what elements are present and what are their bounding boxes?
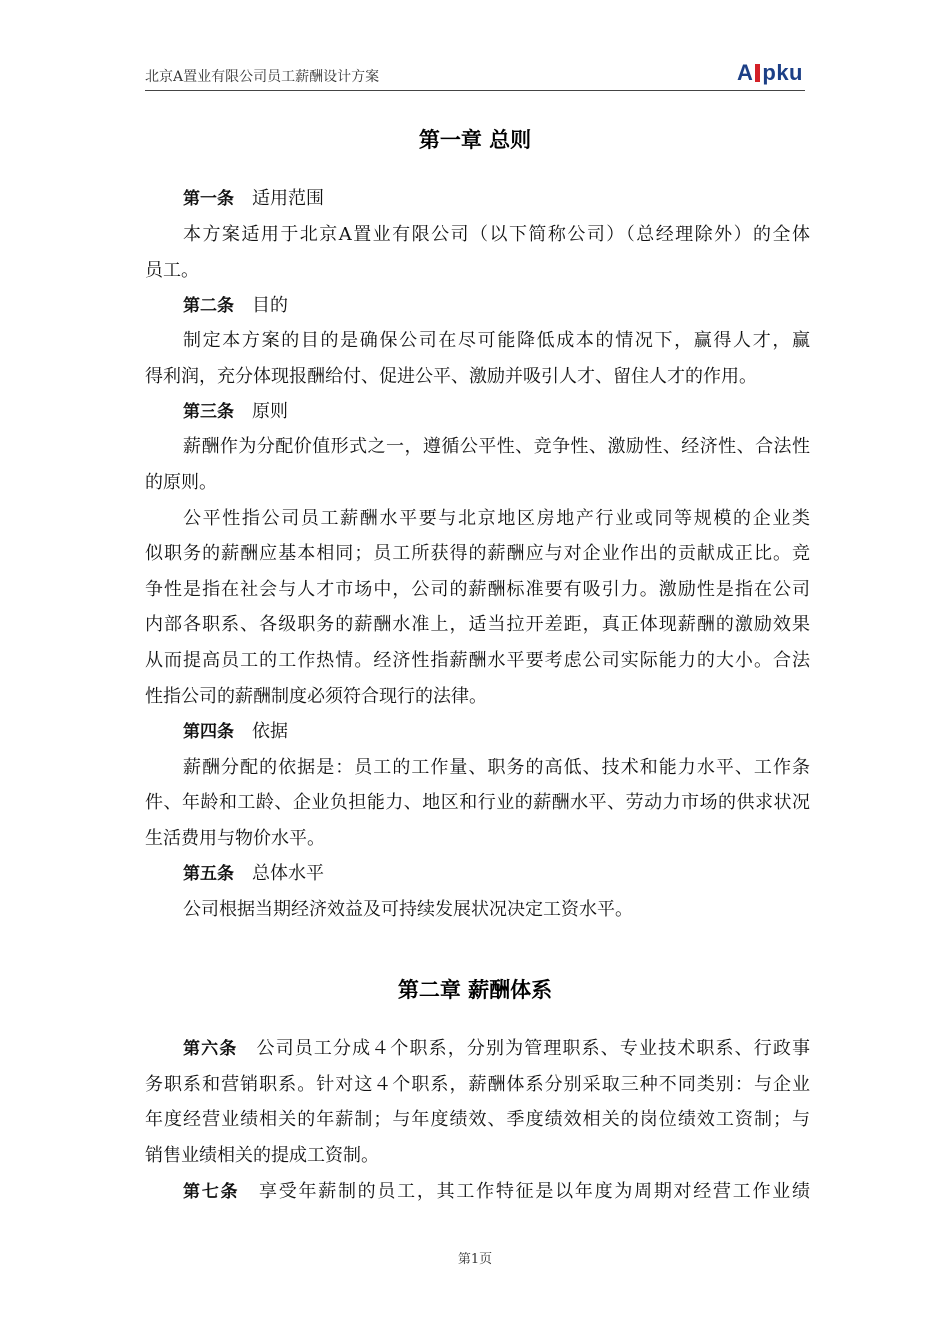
article-label: 第四条 — [183, 722, 234, 742]
article-3-heading — [183, 401, 848, 423]
article-text: 公司员工分成４个职系，分别为管理职系、专业技术职系、行政事 — [255, 1038, 810, 1059]
paragraph-line: 制定本方案的目的是确保公司在尽可能降低成本的情况下，赢得人才，赢 — [183, 330, 810, 351]
paragraph-line: 公司根据当期经济效益及可持续发展状况决定工资水平。 — [183, 899, 633, 920]
article-4-heading — [183, 721, 848, 743]
paragraph-line: 本方案适用于北京A置业有限公司（以下简称公司）（总经理除外）的全体 — [183, 224, 810, 245]
article-label: 第五条 — [183, 864, 234, 884]
document-title: 北京A置业有限公司员工薪酬设计方案 — [145, 69, 380, 85]
paragraph-line: 似职务的薪酬应基本相同；员工所获得的薪酬应与对企业作出的贡献成正比。竞 — [145, 543, 810, 564]
paragraph-line: 公平性指公司员工薪酬水平要与北京地区房地产行业或同等规模的企业类 — [183, 508, 810, 529]
article-5-heading — [183, 863, 848, 885]
paragraph-line: 员工。 — [145, 260, 199, 281]
article-label: 第二条 — [183, 296, 234, 316]
article-label: 第六条 — [183, 1039, 238, 1059]
page-number: 第1页 — [457, 1252, 493, 1267]
article-title: 适用范围 — [252, 188, 324, 209]
article-title: 依据 — [252, 721, 288, 742]
page-header — [145, 62, 805, 91]
paragraph-line: 薪酬分配的依据是：员工的工作量、职务的高低、技术和能力水平、工作条 — [183, 757, 810, 778]
article-2-heading — [183, 295, 848, 317]
company-logo — [737, 60, 803, 86]
article-text: 享受年薪制的员工，其工作特征是以年度为周期对经营工作业绩 — [257, 1181, 811, 1202]
chapter-1-title: 第一章 总则 — [418, 128, 532, 152]
article-title: 总体水平 — [252, 863, 324, 884]
article-6-heading — [183, 1038, 810, 1060]
paragraph-line: 的原则。 — [145, 472, 217, 493]
paragraph-line: 得利润，充分体现报酬给付、促进公平、激励并吸引人才、留住人才的作用。 — [145, 366, 757, 387]
article-7-heading — [183, 1181, 810, 1203]
article-label: 第一条 — [183, 189, 234, 209]
logo-text-b: pku — [762, 60, 803, 85]
chapter-2-title: 第二章 薪酬体系 — [397, 978, 553, 1002]
logo-text-a: A — [736, 60, 754, 85]
article-title: 原则 — [252, 401, 288, 422]
logo-mark-icon — [755, 64, 760, 82]
paragraph-line: 从而提高员工的工作热情。经济性指薪酬水平要考虑公司实际能力的大小。合法 — [145, 650, 810, 671]
article-label: 第三条 — [183, 402, 234, 422]
paragraph-line: 薪酬作为分配价值形式之一，遵循公平性、竞争性、激励性、经济性、合法性 — [183, 436, 810, 457]
article-1-heading — [183, 188, 848, 210]
paragraph-line: 内部各职系、各级职务的薪酬水准上，适当拉开差距，真正体现薪酬的激励效果 — [145, 614, 810, 635]
paragraph-line: 生活费用与物价水平。 — [145, 828, 325, 849]
article-title: 目的 — [252, 295, 288, 316]
paragraph-line: 年度经营业绩相关的年薪制；与年度绩效、季度绩效相关的岗位绩效工资制；与 — [145, 1109, 810, 1130]
paragraph-line: 件、年龄和工龄、企业负担能力、地区和行业的薪酬水平、劳动力市场的供求状况 — [145, 792, 810, 813]
article-label: 第七条 — [183, 1182, 240, 1202]
paragraph-line: 性指公司的薪酬制度必须符合现行的法律。 — [145, 686, 487, 707]
paragraph-line: 争性是指在社会与人才市场中，公司的薪酬标准要有吸引力。激励性是指在公司 — [145, 579, 810, 600]
paragraph-line: 务职系和营销职系。针对这４个职系，薪酬体系分别采取三种不同类别：与企业 — [145, 1074, 810, 1095]
paragraph-line: 销售业绩相关的提成工资制。 — [145, 1145, 379, 1166]
